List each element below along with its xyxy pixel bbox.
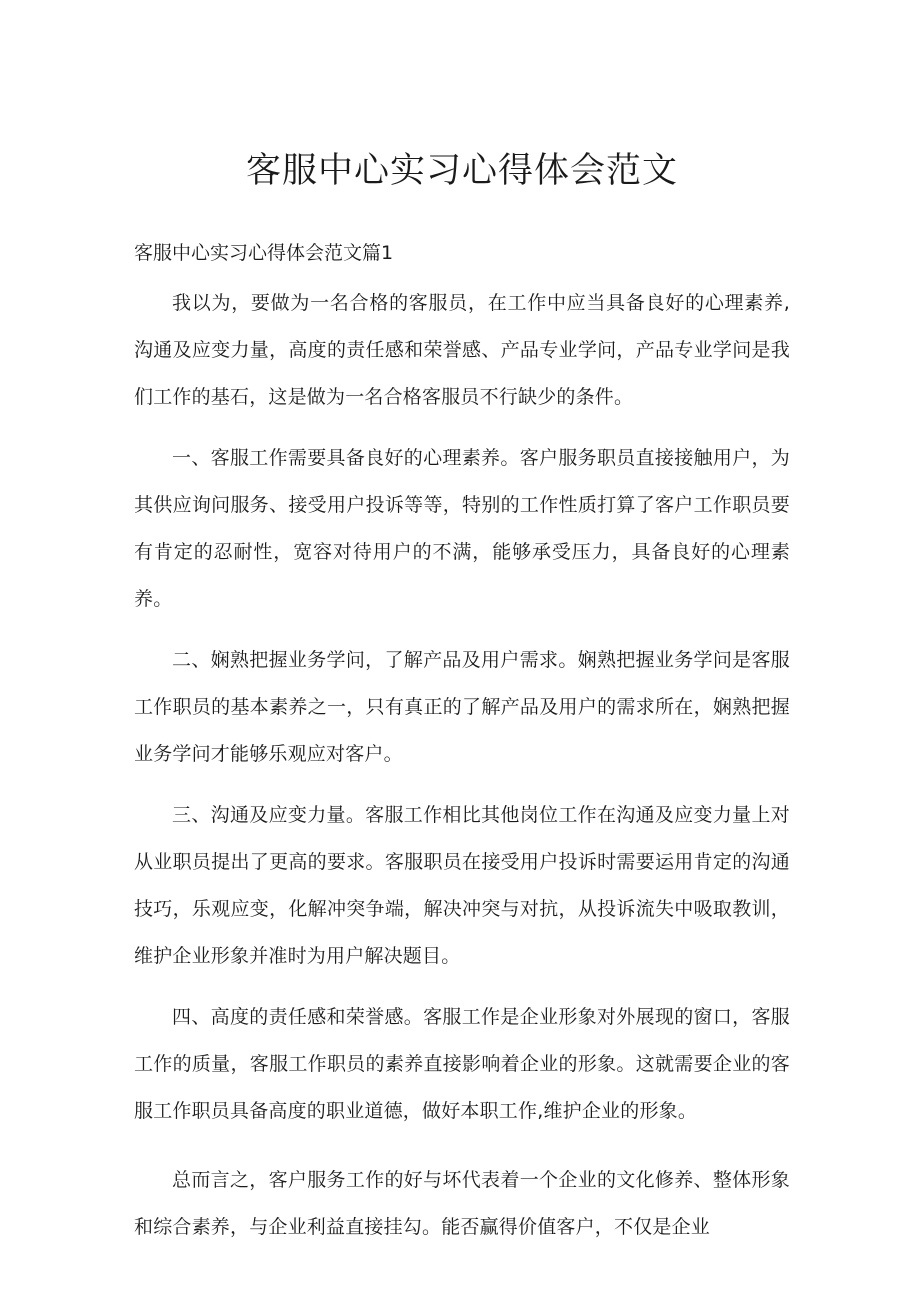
paragraph-point-2: 二、娴熟把握业务学问，了解产品及用户需求。娴熟把握业务学问是客服工作职员的基本素养之一，只有真正的了解产品及用户的需求所在，娴熟把握业务学问才能够乐观应对客户。 xyxy=(134,649,790,765)
document-title: 客服中心实习心得体会范文 xyxy=(245,151,678,191)
paragraph-point-3: 三、沟通及应变力量。客服工作相比其他岗位工作在沟通及应变力量上对从业职员提出了更高的要求。客服职员在接受用户投诉时需要运用肯定的沟通技巧，乐观应变，化解冲突争端，解决冲突与对抗，从投诉流失中吸取教训，维护企业形象并准时为用户解决题目。 xyxy=(134,804,790,967)
section-heading: 客服中心实习心得体会范文篇1 xyxy=(134,242,394,264)
paragraph-conclusion: 总而言之，客户服务工作的好与坏代表着一个企业的文化修养、整体形象和综合素养，与企业利益直接挂勾。能否赢得价值客户，不仅是企业 xyxy=(134,1169,790,1238)
paragraph-point-1: 一、客服工作需要具备良好的心理素养。客户服务职员直接接触用户，为其供应询问服务、接受用户投诉等等，特别的工作性质打算了客户工作职员要有肯定的忍耐性，宽容对待用户的不满，能够承受压力，具备良好的心理素养。 xyxy=(134,447,790,610)
paragraph-intro: 我以为，要做为一名合格的客服员，在工作中应当具备良好的心理素养,沟通及应变力量，高度的责任感和荣誉感、产品专业学问，产品专业学问是我们工作的基石，这是做为一名合格客服员不行缺少的条件。 xyxy=(134,292,790,408)
paragraph-point-4: 四、高度的责任感和荣誉感。客服工作是企业形象对外展现的窗口，客服工作的质量，客服工作职员的素养直接影响着企业的形象。这就需要企业的客服工作职员具备高度的职业道德，做好本职工作,维护企业的形象。 xyxy=(134,1006,790,1122)
